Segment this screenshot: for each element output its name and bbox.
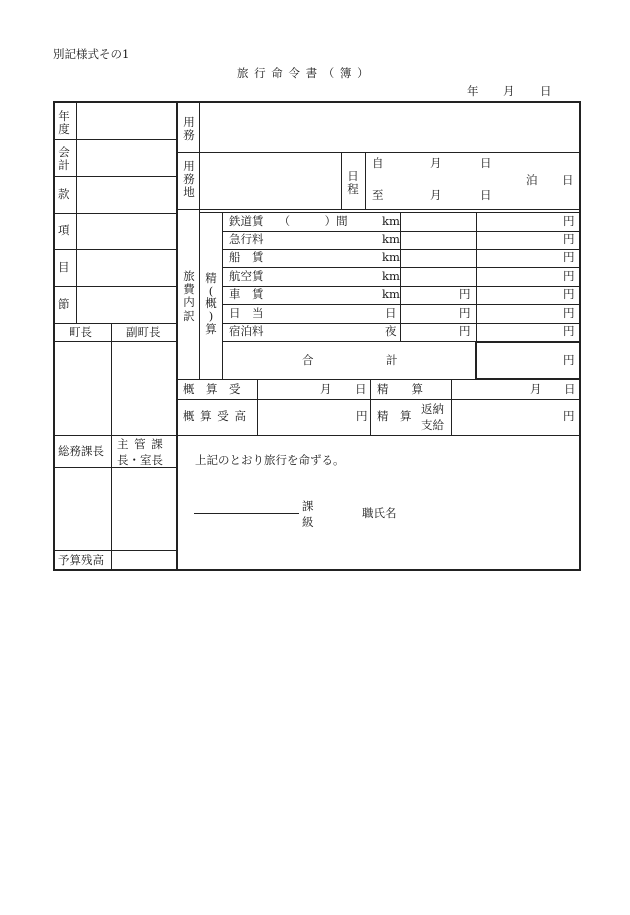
- nittei-divider-2: [365, 152, 366, 209]
- moku-label: 目: [58, 260, 70, 274]
- item-yen: 円: [563, 269, 575, 283]
- ryohi-uchiwake-label: 旅 費 内 訳: [183, 269, 195, 323]
- shukan-label-2: 長・室長: [117, 453, 163, 467]
- ryohi-divider: [199, 209, 200, 379]
- main-row-line: [177, 209, 580, 210]
- order-text: 上記のとおり旅行を命ずる。: [195, 453, 345, 467]
- column-divider: [176, 101, 178, 571]
- kou-label: 項: [58, 223, 70, 237]
- gokei-box-top: [476, 341, 580, 343]
- setsu-label: 節: [58, 297, 70, 311]
- gaisan-yen: 円: [356, 409, 368, 423]
- somu-kacho-label: 総務課長: [58, 444, 104, 458]
- gaisan-col-1: [257, 379, 258, 436]
- items-row-line: [222, 249, 580, 250]
- gaisan-month: 月: [320, 382, 332, 396]
- nittei-label: 日 程: [347, 169, 359, 197]
- left-row-line: [53, 323, 177, 324]
- haku-day: 日: [562, 173, 574, 187]
- items-row-line: [222, 286, 580, 287]
- form-code: 別記様式その1: [53, 47, 130, 61]
- left-row-line: [53, 435, 177, 436]
- item-yen: 円: [563, 306, 575, 320]
- from-day: 日: [480, 156, 492, 170]
- left-row-line: [53, 550, 177, 551]
- gaisan-bottom: [177, 435, 580, 436]
- item-yen-sub: 円: [459, 324, 471, 338]
- frame-bottom: [53, 569, 581, 571]
- item-unit: km: [382, 250, 400, 264]
- to-day: 日: [480, 188, 492, 202]
- items-top-line: [222, 212, 580, 213]
- item-unit: km: [382, 214, 400, 228]
- gaisan-col-2: [370, 379, 371, 436]
- seisan-label: 精 算: [377, 382, 423, 396]
- haku-label: 泊: [526, 173, 538, 187]
- item-name: 鉄道賃 （ ）間: [229, 214, 348, 228]
- yomu-label: 用 務: [183, 115, 195, 143]
- seisan-yen: 円: [563, 409, 575, 423]
- date-month-label: 月: [503, 84, 515, 98]
- item-name: 船 賃: [229, 250, 264, 264]
- item-unit: 夜: [385, 324, 397, 338]
- gaisan-day: 日: [355, 382, 367, 396]
- item-name: 車 賃: [229, 287, 264, 301]
- item-yen-sub: 円: [459, 287, 471, 301]
- ka-label: 課: [302, 499, 314, 513]
- left-row-line: [53, 213, 177, 214]
- left-inner-divider: [76, 101, 77, 323]
- shukan-label-1: 主 管 課: [117, 437, 164, 451]
- items-row-line: [222, 231, 580, 232]
- item-unit: 日: [385, 306, 397, 320]
- seisan2-label: 精 算: [377, 409, 412, 423]
- gokei-box-left: [475, 341, 477, 380]
- gaisan-col-3: [451, 379, 452, 436]
- item-unit: km: [382, 287, 400, 301]
- item-yen: 円: [563, 324, 575, 338]
- item-name: 急行料: [229, 232, 264, 246]
- items-row-line: [222, 304, 580, 305]
- main-label-divider: [199, 101, 200, 209]
- left-row-line: [53, 467, 177, 468]
- chocho-label: 町長: [69, 325, 92, 339]
- shokushimei-label: 職氏名: [362, 506, 397, 520]
- item-unit: km: [382, 232, 400, 246]
- seisan-divider: [222, 212, 223, 379]
- item-yen-sub: 円: [459, 306, 471, 320]
- frame-top: [53, 101, 581, 103]
- item-yen: 円: [563, 250, 575, 264]
- fukuchocho-label: 副町長: [126, 325, 161, 339]
- left-row-line: [53, 341, 177, 342]
- gokei-yen: 円: [563, 353, 575, 367]
- hennou-label: 返納: [421, 402, 444, 416]
- left-row-line: [53, 286, 177, 287]
- gokei-label-1: 合: [302, 353, 314, 367]
- item-unit: km: [382, 269, 400, 283]
- from-label: 自: [372, 156, 384, 170]
- from-month: 月: [430, 156, 442, 170]
- gaisan-top: [177, 379, 580, 380]
- item-name: 日 当: [229, 306, 264, 320]
- gaisan-uke-daka-label: 概 算 受 高: [183, 409, 247, 423]
- to-month: 月: [430, 188, 442, 202]
- gokei-label-2: 計: [386, 353, 398, 367]
- item-name: 宿泊料: [229, 324, 264, 338]
- shikyu-label: 支給: [421, 418, 444, 432]
- left-row-line: [53, 176, 177, 177]
- kaikei-label: 会 計: [58, 145, 70, 173]
- item-yen: 円: [563, 287, 575, 301]
- seisan-day: 日: [564, 382, 576, 396]
- left-sign-divider: [111, 323, 112, 570]
- yosan-zandaka-label: 予算残高: [58, 553, 104, 567]
- date-day-label: 日: [540, 84, 552, 98]
- yomuchi-label: 用 務 地: [183, 159, 195, 200]
- item-yen: 円: [563, 232, 575, 246]
- main-row-line: [177, 152, 580, 153]
- item-name: 航空賃: [229, 269, 264, 283]
- frame-left: [53, 101, 55, 571]
- document-title: 旅 行 命 令 書 （ 簿 ）: [237, 66, 370, 80]
- left-row-line: [53, 139, 177, 140]
- date-year-label: 年: [467, 84, 479, 98]
- items-row-line: [222, 267, 580, 268]
- kyu-label: 級: [302, 515, 314, 529]
- gaisan-mid: [177, 399, 580, 400]
- ka-underline: [194, 513, 299, 514]
- nendo-label: 年 度: [58, 109, 70, 137]
- gaisan-uke-label: 概 算 受: [183, 382, 241, 396]
- kan-label: 款: [58, 187, 70, 201]
- sei-gai-san-label: 精 ( 概 ) 算: [205, 271, 217, 336]
- to-label: 至: [372, 188, 384, 202]
- seisan-month: 月: [530, 382, 542, 396]
- nittei-divider-1: [341, 152, 342, 209]
- items-row-line: [222, 323, 580, 324]
- frame-right: [579, 101, 581, 571]
- left-row-line: [53, 249, 177, 250]
- seisan-top-line: [199, 212, 223, 213]
- item-yen: 円: [563, 214, 575, 228]
